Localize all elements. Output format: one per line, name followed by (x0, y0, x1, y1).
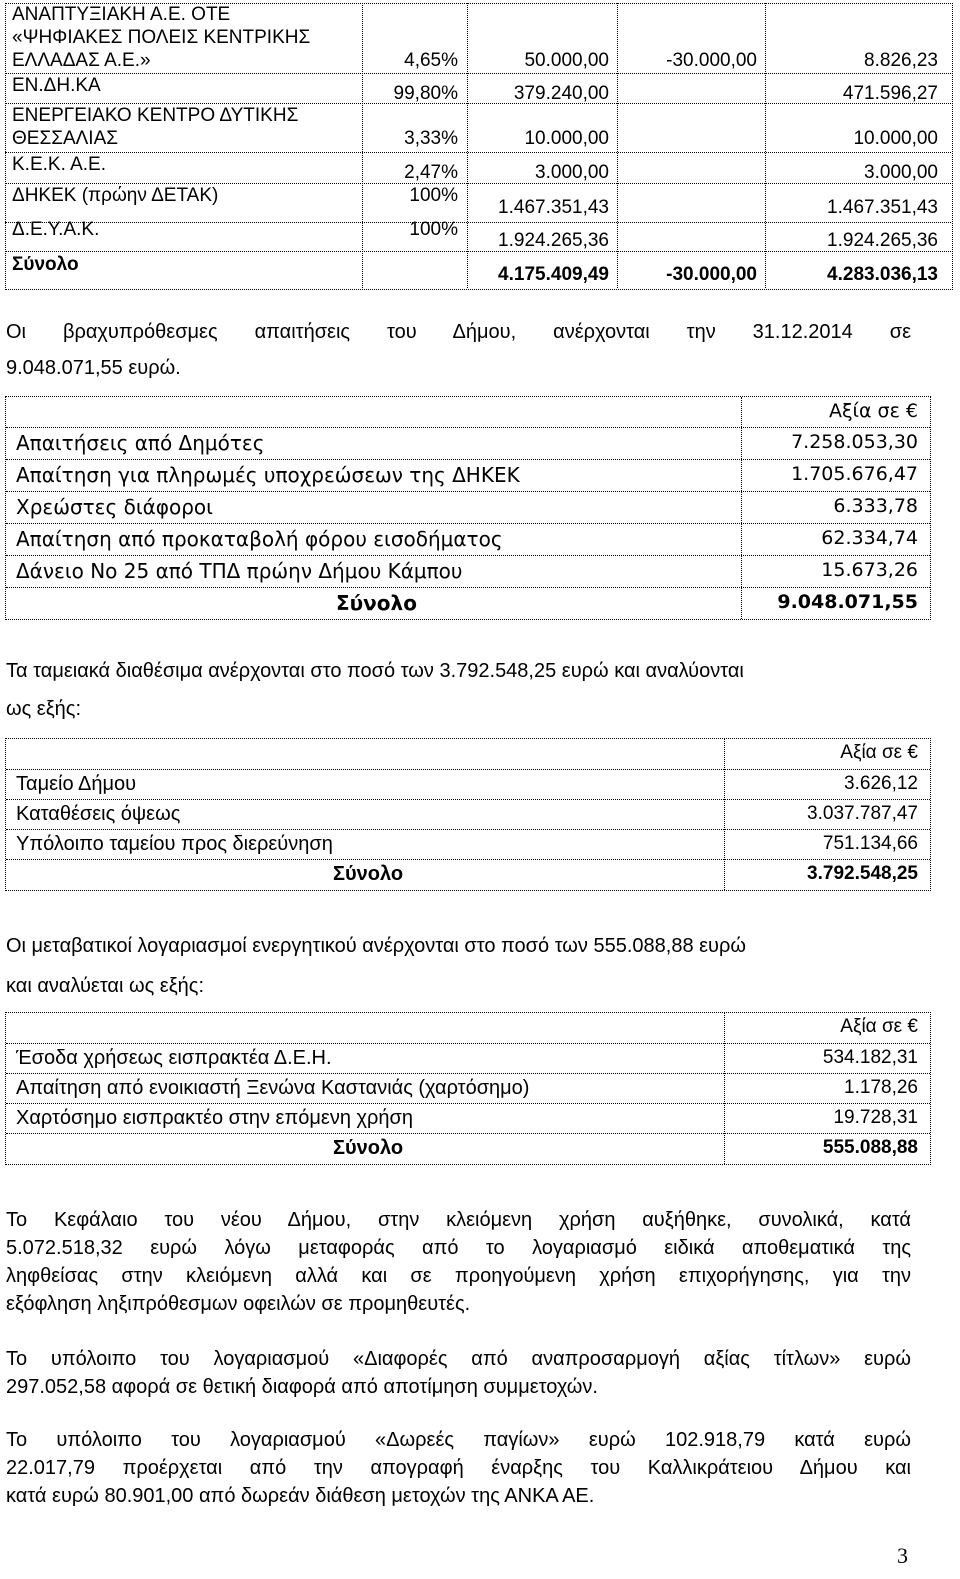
paragraph-line: και αναλύεται ως εξής: (6, 975, 204, 997)
table-divider (617, 3, 618, 288)
page-number: 3 (897, 1543, 908, 1568)
table-row (6, 556, 930, 588)
row-value: 62.334,74 (821, 527, 918, 549)
table-row (6, 1074, 930, 1104)
capital-paragraph (6, 1206, 911, 1318)
total-final: 4.283.036,13 (827, 264, 938, 285)
paragraph-line: ως εξής: (6, 698, 81, 720)
receivables-table (5, 396, 931, 620)
transit-table (5, 1012, 931, 1165)
company-name: ΔΗΚΕΚ (πρώην ΔΕΤΑΚ) (12, 185, 219, 206)
row-value: 15.673,26 (821, 559, 918, 581)
paragraph-line: κατά ευρώ 80.901,00 από δωρεάν διάθεση μετοχών της ΑΝΚΑ ΑΕ. (6, 1485, 595, 1507)
table-row (6, 1044, 930, 1074)
total-label: Σύνολο (336, 591, 417, 615)
table-row (6, 524, 930, 556)
row-label: Υπόλοιπο ταμείου προς διερεύνηση (16, 833, 333, 855)
differences-paragraph (6, 1345, 911, 1401)
row-label: Απαίτηση από ενοικιαστή Ξενώνα Καστανιάς (χαρτόσημο) (16, 1077, 530, 1099)
percent-cell: 100% (409, 219, 458, 240)
row-value: 6.333,78 (833, 495, 918, 517)
row-value: 534.182,31 (822, 1047, 918, 1068)
company-name: Κ.Ε.Κ. Α.Ε. (12, 154, 106, 175)
row-label: Απαιτήσεις από Δημότες (16, 431, 265, 455)
row-label: Ταμείο Δήμου (16, 773, 137, 795)
company-name: ΘΕΣΣΑΛΙΑΣ (12, 128, 119, 149)
value-cell: 1.924.265,36 (498, 230, 609, 251)
company-name: Δ.Ε.Υ.Α.Κ. (12, 219, 100, 240)
percent-cell: 2,47% (404, 162, 458, 183)
table-divider (5, 73, 951, 74)
row-label: Απαίτηση για πληρωμές υποχρεώσεων της ΔΗΚΕΚ (16, 463, 520, 487)
total-value: 3.792.548,25 (807, 863, 918, 884)
table-total-row (6, 860, 930, 890)
total-label: Σύνολο (12, 254, 79, 275)
value-header: Αξία σε € (840, 742, 918, 763)
row-label: Καταθέσεις όψεως (16, 803, 181, 825)
table-divider (5, 222, 951, 223)
row-value: 1.178,26 (844, 1077, 918, 1098)
row-value: 751.134,66 (822, 833, 918, 854)
company-name: «ΨΗΦΙΑΚΕΣ ΠΟΛΕΙΣ ΚΕΝΤΡΙΚΗΣ (12, 27, 311, 48)
final-cell: 1.924.265,36 (827, 230, 938, 251)
table-total-row (6, 588, 930, 619)
total-value: 9.048.071,55 (777, 591, 918, 613)
total-label: Σύνολο (333, 863, 404, 885)
paragraph-line: 297.052,58 αφορά σε θετική διαφορά από αποτίμηση συμμετοχών. (6, 1376, 598, 1398)
table-total-row (6, 1134, 930, 1164)
value-cell: 1.467.351,43 (498, 197, 609, 218)
row-label: Χαρτόσημο εισπρακτέο στην επόμενη χρήση (16, 1107, 413, 1129)
receivables-paragraph (6, 314, 911, 386)
paragraph-line: 22.017,79 προέρχεται από την απογραφή έναρξης του Καλλικράτειου Δήμου και (6, 1457, 911, 1479)
final-cell: 3.000,00 (864, 162, 938, 183)
table-row (6, 428, 930, 460)
row-label: Έσοδα χρήσεως εισπρακτέα Δ.Ε.Η. (16, 1047, 332, 1069)
table-header-row (6, 739, 930, 770)
paragraph-line: Τα ταμειακά διαθέσιμα ανέρχονται στο ποσό των 3.792.548,25 ευρώ και αναλύονται (6, 660, 744, 682)
total-label: Σύνολο (333, 1137, 404, 1159)
table-header-row (6, 1013, 930, 1044)
row-label: Χρεώστες διάφοροι (16, 495, 213, 519)
company-name: ΕΛΛΑΔΑΣ Α.Ε.» (12, 50, 151, 71)
percent-cell: 4,65% (404, 50, 458, 71)
paragraph-line: ληφθείσας στην κλειόμενη αλλά και σε προηγούμενη χρήση επιχορήγησης, για την (6, 1265, 911, 1287)
cash-paragraph (6, 652, 911, 728)
final-cell: 10.000,00 (853, 128, 938, 149)
row-value: 7.258.053,30 (791, 431, 918, 453)
percent-cell: 99,80% (393, 83, 458, 104)
grants-paragraph (6, 1426, 911, 1510)
table-header-row (6, 397, 930, 428)
total-change: -30.000,00 (666, 264, 757, 285)
value-cell: 50.000,00 (524, 50, 609, 71)
row-value: 19.728,31 (833, 1107, 918, 1128)
table-row (6, 770, 930, 800)
final-cell: 8.826,23 (864, 50, 938, 71)
change-cell: -30.000,00 (666, 50, 757, 71)
table-row (6, 800, 930, 830)
final-cell: 1.467.351,43 (827, 197, 938, 218)
row-label: Απαίτηση από προκαταβολή φόρου εισοδήματος (16, 527, 503, 551)
company-name: ΕΝ.ΔΗ.ΚΑ (12, 75, 101, 96)
final-cell: 471.596,27 (842, 83, 938, 104)
row-value: 1.705.676,47 (791, 463, 918, 485)
paragraph-line: Οι μεταβατικοί λογαριασμοί ενεργητικού ανέρχονται στο ποσό των 555.088,88 ευρώ (6, 935, 746, 957)
row-label: Δάνειο Νο 25 από ΤΠΔ πρώην Δήμου Κάμπου (16, 559, 463, 583)
paragraph-line: Οι βραχυπρόθεσμες απαιτήσεις του Δήμου, ανέρχονται την 31.12.2014 σε (6, 321, 911, 343)
value-cell: 10.000,00 (524, 128, 609, 149)
value-header: Αξία σε € (840, 1016, 918, 1037)
percent-cell: 100% (409, 185, 458, 206)
table-row (6, 460, 930, 492)
paragraph-line: 9.048.071,55 ευρώ. (6, 357, 181, 379)
paragraph-line: Το Κεφάλαιο του νέου Δήμου, στην κλειόμενη χρήση αυξήθηκε, συνολικά, κατά (6, 1209, 911, 1231)
paragraph-line: Το υπόλοιπο του λογαριασμού «Δωρεές παγίων» ευρώ 102.918,79 κατά ευρώ (6, 1429, 911, 1451)
company-name: ΑΝΑΠΤΥΞΙΑΚΗ Α.Ε. ΟΤΕ (12, 4, 231, 25)
row-value: 3.626,12 (844, 773, 918, 794)
table-row (6, 492, 930, 524)
percent-cell: 3,33% (404, 128, 458, 149)
cash-table (5, 738, 931, 891)
value-cell: 379.240,00 (513, 83, 609, 104)
row-value: 3.037.787,47 (807, 803, 918, 824)
paragraph-line: 5.072.518,32 ευρώ λόγω μεταφοράς από το λογαριασμό ειδικά αποθεματικά της (6, 1237, 911, 1259)
table-row (6, 1104, 930, 1134)
total-value: 4.175.409,49 (498, 264, 609, 285)
table-divider (5, 152, 951, 153)
paragraph-line: εξόφληση ληξιπρόθεσμων οφειλών σε προμηθευτές. (6, 1293, 471, 1315)
table-row (6, 830, 930, 860)
transit-paragraph (6, 926, 911, 1006)
total-value: 555.088,88 (822, 1137, 918, 1158)
company-name: ΕΝΕΡΓΕΙΑΚΟ ΚΕΝΤΡΟ ΔΥΤΙΚΗΣ (12, 105, 299, 126)
value-header: Αξία σε € (828, 400, 918, 422)
paragraph-line: Το υπόλοιπο του λογαριασμού «Διαφορές από αναπροσαρμογή αξίας τίτλων» ευρώ (6, 1348, 911, 1370)
value-cell: 3.000,00 (535, 162, 609, 183)
